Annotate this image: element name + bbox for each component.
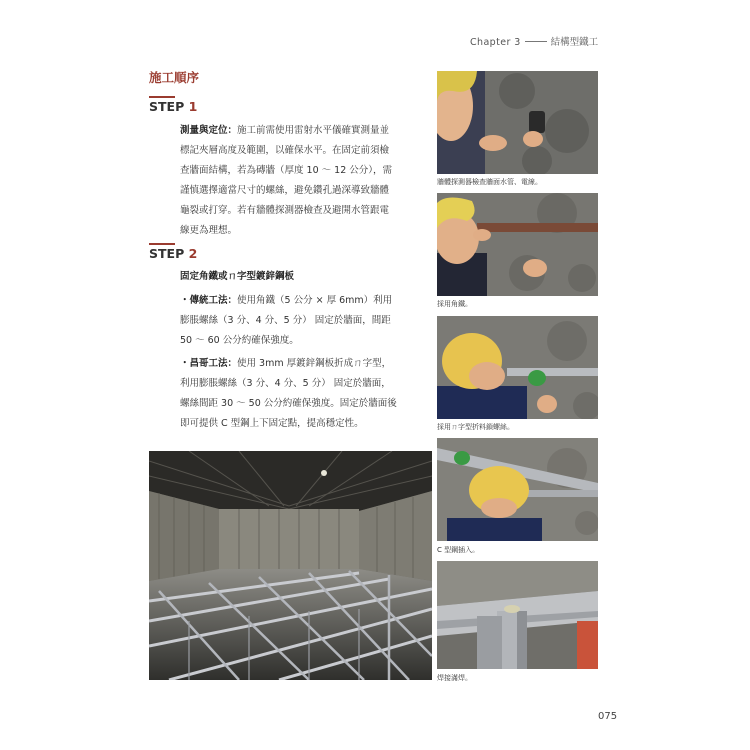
- angle-iron-image: [437, 193, 598, 296]
- photo-angle-iron: [437, 193, 598, 296]
- wall-detector-image: [437, 71, 598, 174]
- step1-word: STEP: [149, 99, 185, 114]
- changge-lead: 昌哥工法：: [189, 358, 238, 369]
- changge-line: 即可提供 C 型鋼上下固定點，提高穩定性。: [180, 418, 364, 429]
- warehouse-photo: [149, 451, 432, 680]
- photo-c-steel: [437, 438, 598, 541]
- chapter-title: 結構型鐵工: [550, 37, 599, 48]
- traditional-lead: 傳統工法：: [189, 295, 238, 306]
- step2-subtitle: 固定角鐵或ㄇ字型鍍鋅鋼板: [180, 271, 295, 282]
- caption-wall-detector: 牆體探測器檢查牆面水管、電線。: [437, 178, 542, 186]
- step2-word: STEP: [149, 246, 185, 261]
- section-title: 施工順序: [149, 70, 200, 85]
- step1-line: 謹慎選擇適當尺寸的螺絲，避免鑽孔過深導致牆體: [180, 185, 390, 196]
- changge-method: [180, 354, 430, 434]
- step2-heading: [149, 246, 197, 261]
- step1-line: 龜裂或打穿。若有牆體探測器檢查及避開水管跟電: [180, 205, 390, 216]
- c-steel-image: [437, 438, 598, 541]
- running-header: [470, 34, 620, 48]
- changge-line: 利用膨脹螺絲（3 分、4 分、5 分） 固定於牆面，: [180, 378, 391, 389]
- header-rule: [525, 41, 547, 42]
- traditional-line: 50 ～ 60 公分約確保強度。: [180, 335, 299, 346]
- u-channel-image: [437, 316, 598, 419]
- traditional-method: [180, 291, 430, 351]
- step1-line: 線更為理想。: [180, 225, 238, 236]
- changge-line: 螺絲間距 30 ～ 50 公分約確保強度。固定於牆面後: [180, 398, 397, 409]
- step2-rule: [149, 243, 175, 245]
- bullet: ・: [180, 295, 190, 306]
- caption-angle-iron: 採用角鐵。: [437, 300, 472, 308]
- traditional-line: 膨脹螺絲（3 分、4 分、5 分） 固定於牆面，間距: [180, 315, 391, 326]
- step1-paragraph: [180, 121, 430, 241]
- photo-welding: [437, 561, 598, 669]
- step1-line: 標記夾層高度及範圍，以確保水平。在固定前須檢: [180, 145, 390, 156]
- photo-wall-detector: [437, 71, 598, 174]
- warehouse-image: [149, 451, 432, 680]
- changge-line: 使用 3mm 厚鍍鋅鋼板折成ㄇ字型，: [237, 358, 392, 369]
- step1-line: 查牆面結構，若為磚牆（厚度 10 ～ 12 公分），需: [180, 165, 393, 176]
- step1-heading: [149, 99, 197, 114]
- caption-welding: 焊接滿焊。: [437, 674, 472, 682]
- traditional-line: 使用角鐵（5 公分 × 厚 6mm）利用: [237, 295, 393, 306]
- step1-lead: 測量與定位：: [180, 125, 238, 136]
- chapter-label: Chapter 3: [470, 37, 521, 48]
- step1-line: 施工前需使用雷射水平儀確實測量並: [237, 125, 390, 136]
- photo-u-channel: [437, 316, 598, 419]
- bullet: ・: [180, 358, 190, 369]
- step2-number: 2: [188, 246, 198, 261]
- step1-number: 1: [188, 99, 198, 114]
- page-number: 075: [598, 711, 618, 722]
- caption-c-steel: C 型鋼插入。: [437, 546, 480, 554]
- step1-rule: [149, 96, 175, 98]
- welding-image: [437, 561, 598, 669]
- caption-u-channel: 採用ㄇ字型折料鎖螺絲。: [437, 423, 514, 431]
